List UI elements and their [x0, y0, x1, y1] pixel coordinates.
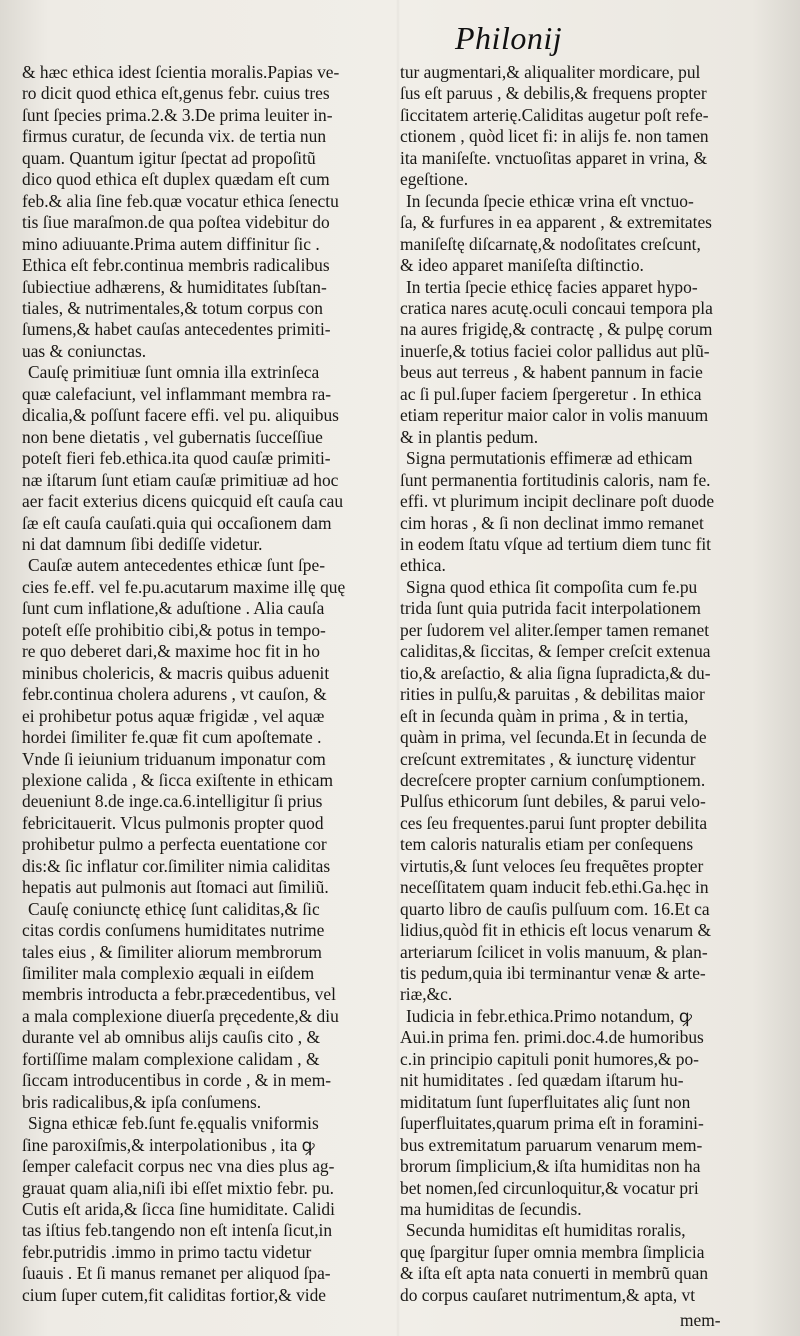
- text-line: hordei ſimiliter fe.quæ fit cum apoſtemate .: [22, 727, 322, 748]
- paragraph: [400, 1220, 772, 1306]
- text-line: Vnde ſi ieiunium triduanum imponatur com: [22, 748, 326, 769]
- text-line: ſuauis . Et ſi manus remanet per aliquod ſpa-: [22, 1263, 331, 1284]
- text-line: ita maniſeſte. vnctuoſitas apparet in vrina, &: [400, 147, 708, 168]
- text-line: na aures frigidę,& contractę , & pulpę corum: [400, 319, 713, 340]
- text-line: minibus cholericis, & macris quibus aduenit: [22, 662, 330, 683]
- paragraph: [400, 448, 772, 577]
- text-line: ma humiditas de ſecundis.: [400, 1199, 582, 1220]
- text-line: ſunt ſpecies prima.2.& 3.De prima leuiter in-: [22, 104, 333, 125]
- text-line: effi. vt plurimum incipit declinare poſt duode: [400, 491, 715, 512]
- text-line: Signa ethicæ feb.ſunt fe.ęqualis vniformis: [28, 1113, 319, 1134]
- left-column: [22, 62, 396, 1306]
- text-line: ſæ eſt cauſa cauſati.quia qui occaſionem dam: [22, 512, 332, 533]
- text-line: In ſecunda ſpecie ethicæ vrina eſt vnctuo-: [406, 190, 694, 211]
- text-line: quarto libro de cauſis pulſuum com. 16.Et ca: [400, 898, 710, 919]
- paragraph: [400, 62, 772, 191]
- text-line: nit humiditates . ſed quædam iſtarum hu-: [400, 1070, 684, 1091]
- text-line: ſa, & furfures in ea apparent , & extremitates: [400, 212, 712, 233]
- text-line: quę ſpargitur ſuper omnia membra ſimplicia: [400, 1241, 705, 1262]
- text-line: virtutis,& ſunt veloces ſeu frequẽtes propter: [400, 855, 704, 876]
- text-line: grauat quam alia,niſi ibi eſſet mixtio febr. pu.: [22, 1177, 334, 1198]
- text-line: quam. Quantum igitur ſpectat ad propoſitũ: [22, 147, 316, 168]
- text-line: neceſſitatem quam inducit feb.ethi.Ga.hęc in: [400, 877, 709, 898]
- text-line: ſunt permanentia fortitudinis caloris, nam fe.: [400, 469, 711, 490]
- text-line: quàm in prima, vel ſecunda.Et in ſecunda de: [400, 727, 707, 748]
- text-line: poteſt fieri feb.ethica.ita quod cauſæ primiti-: [22, 448, 331, 469]
- text-line: inuerſe,& totius faciei color pallidus aut plũ-: [400, 340, 710, 361]
- text-line: ſumens,& habet cauſas antecedentes primiti-: [22, 319, 331, 340]
- text-line: Signa permutationis effimeræ ad ethicam: [406, 448, 693, 469]
- text-line: Aui.in prima fen. primi.doc.4.de humoribus: [400, 1027, 704, 1048]
- text-line: In tertia ſpecie ethicę facies apparet hypo-: [406, 276, 698, 297]
- text-line: eſt in ſecunda quàm in prima , & in tertia,: [400, 705, 689, 726]
- text-line: ſuperfluitates,quarum prima eſt in foramini-: [400, 1113, 704, 1134]
- text-line: mino adiuuante.Prima autem diffinitur ſic .: [22, 233, 320, 254]
- text-line: ctionem , quòd licet fi: in alijs fe. non tamen: [400, 126, 709, 147]
- text-line: poteſt eſſe prohibitio cibi,& potus in tempo-: [22, 619, 326, 640]
- text-line: Ethica eſt febr.continua membris radicalibus: [22, 255, 330, 276]
- paragraph: [400, 1006, 772, 1221]
- text-line: & iſta eſt apta nata conuerti in membrũ quan: [400, 1263, 709, 1284]
- text-line: bet nomen,ſed circunloquitur,& vocatur pri: [400, 1177, 699, 1198]
- text-line: fortiſſime malam complexione calidam , &: [22, 1048, 320, 1069]
- paragraph: [400, 277, 772, 449]
- paragraph: [22, 62, 396, 362]
- text-line: deueniunt 8.de inge.ca.6.intelligitur ſi prius: [22, 791, 323, 812]
- running-header: [0, 8, 800, 64]
- text-line: ſimiliter mala complexio æquali in eiſdem: [22, 963, 315, 984]
- text-line: bris radicalibus,& ipſa conſumens.: [22, 1091, 262, 1112]
- text-line: tis ſiue maraſmon.de qua poſtea videbitur do: [22, 212, 330, 233]
- text-line: in eodem ſtatu vſque ad tertium diem tunc fit: [400, 533, 712, 554]
- text-line: membris introducta a febr.præcedentibus, vel: [22, 984, 336, 1005]
- folio-title: Philonij: [455, 20, 563, 56]
- text-line: Secunda humiditas eſt humiditas roralis,: [406, 1220, 686, 1241]
- text-line: rities in pulſu,& paruitas , & debilitas maior: [400, 684, 705, 705]
- text-line: re quo deberet dari,& maxime hoc fit in ho: [22, 641, 320, 662]
- text-line: ei prohibetur potus aquæ frigidæ , vel aquæ: [22, 705, 325, 726]
- text-line: febricitauerit. Vlcus pulmonis propter quod: [22, 812, 324, 833]
- text-line: Cauſę coniunctę ethicę ſunt caliditas,& ſic: [28, 898, 320, 919]
- text-line: ſiccam introducentibus in corde , & in mem-: [22, 1070, 332, 1091]
- text-line: ſiccitatem arterię.Caliditas augetur poſt refe-: [400, 104, 709, 125]
- text-line: cies fe.eff. vel fe.pu.acutarum maxime illę quę: [22, 576, 346, 597]
- text-line: prohibetur pulmo a perfecta euentatione cor: [22, 834, 327, 855]
- text-line: tem caloris naturalis etiam per conſequens: [400, 834, 694, 855]
- text-line: Pulſus ethicorum ſunt debiles, & parui velo-: [400, 791, 706, 812]
- text-line: citas cordis conſumens humiditates nutrime: [22, 920, 325, 941]
- text-line: Signa quod ethica ſit compoſita cum fe.pu: [406, 576, 698, 597]
- text-line: bus extremitatum paruarum venarum mem-: [400, 1134, 703, 1155]
- text-line: brorum ſimplicium,& iſta humiditas non ha: [400, 1156, 701, 1177]
- text-line: tales eius , & ſimiliter aliorum membrorum: [22, 941, 322, 962]
- text-line: dico quod ethica eſt duplex quædam eſt cum: [22, 169, 330, 190]
- text-line: ſemper calefacit corpus nec vna dies plus ag-: [22, 1156, 335, 1177]
- text-line: feb.& alia ſine feb.quæ vocatur ethica ſenectu: [22, 190, 339, 211]
- text-line: caliditas,& ſiccitas, & ſemper creſcit extenua: [400, 641, 711, 662]
- catchword: mem-: [680, 1310, 721, 1330]
- paragraph: [22, 362, 396, 555]
- text-line: etiam reperitur maior calor in volis manuum: [400, 405, 709, 426]
- paragraph: [400, 191, 772, 277]
- text-line: dis:& ſic inflatur cor.ſimiliter nimia caliditas: [22, 855, 331, 876]
- text-line: ni dat damnum ſibi dediſſe videtur.: [22, 533, 263, 554]
- text-line: durante vel ab omnibus alijs cauſis cito , &: [22, 1027, 320, 1048]
- text-line: do corpus cauſaret nutrimentum,& apta, vt: [400, 1284, 696, 1305]
- text-line: arteriarum ſcilicet in volis manuum, & plan-: [400, 941, 708, 962]
- text-line: beus aut terreus , & habent pannum in facie: [400, 362, 703, 383]
- text-line: ethica.: [400, 555, 446, 576]
- text-line: Iudicia in febr.ethica.Primo notandum, ꝙ: [406, 1005, 692, 1026]
- paragraph: [22, 555, 396, 898]
- text-line: cium ſuper cutem,fit caliditas fortior,& vide: [22, 1284, 327, 1305]
- text-line: tis pedum,quia ibi terminantur venæ & arte-: [400, 963, 706, 984]
- paragraph: [22, 1113, 396, 1306]
- text-line: aer facit exterius dicens quicquid eſt cauſa cau: [22, 491, 344, 512]
- text-line: uas & coniunctas.: [22, 340, 147, 361]
- text-line: Cauſæ autem antecedentes ethicæ ſunt ſpe-: [28, 555, 325, 576]
- text-line: Cutis eſt arida,& ſicca ſine humiditate. Calidi: [22, 1199, 335, 1220]
- text-line: ces ſeu frequentes.parui ſunt propter debilita: [400, 812, 708, 833]
- text-line: cratica nares acutę.oculi concaui tempora pla: [400, 297, 713, 318]
- text-line: & hæc ethica idest ſcientia moralis.Papias ve-: [22, 62, 340, 82]
- text-line: trida ſunt quia putrida facit interpolationem: [400, 598, 701, 619]
- text-line: maniſeſtę diſcarnatę,& nodoſitates creſcunt,: [400, 233, 701, 254]
- text-line: a mala complexione diuerſa pręcedente,& diu: [22, 1005, 339, 1026]
- text-line: non bene dietatis , vel gubernatis ſucceſſiue: [22, 426, 323, 447]
- text-line: Cauſę primitiuæ ſunt omnia illa extrinſeca: [28, 362, 320, 383]
- text-line: creſcunt extremitates , & iuncturę videntur: [400, 748, 696, 769]
- text-line: riæ,&c.: [400, 984, 453, 1005]
- paragraph: [22, 899, 396, 1114]
- text-line: dicalia,& poſſunt facere effi. vel pu. aliquibus: [22, 405, 339, 426]
- text-line: ro dicit quod ethica eſt,genus febr. cuius tres: [22, 83, 330, 104]
- text-line: ſunt cum inflatione,& aduſtione . Alia cauſa: [22, 598, 325, 619]
- text-line: febr.putridis .immo in primo tactu videtur: [22, 1241, 312, 1262]
- right-column: [400, 62, 772, 1306]
- text-line: quæ calefaciunt, vel inflammant membra ra-: [22, 383, 332, 404]
- text-line: cim horas , & ſi non declinat immo remanet: [400, 512, 704, 533]
- text-line: febr.continua cholera adurens , vt cauſon, &: [22, 684, 327, 705]
- text-line: miditatum ſunt ſuperfluitates aliç ſunt non: [400, 1091, 691, 1112]
- text-line: egeſtione.: [400, 169, 469, 190]
- text-line: & in plantis pedum.: [400, 426, 539, 447]
- text-line: decreſcere propter carnium conſumptionem.: [400, 769, 706, 790]
- text-line: ſubiectiue adhærens, & humiditates ſubſtan-: [22, 276, 327, 297]
- text-line: tur augmentari,& aliqualiter mordicare, pul: [400, 62, 701, 82]
- text-line: hepatis aut pulmonis aut ſtomaci aut ſimiliũ.: [22, 877, 329, 898]
- text-line: ſus eſt paruus , & debilis,& frequens propter: [400, 83, 707, 104]
- text-line: tiales, & nutrimentales,& totum corpus con: [22, 297, 323, 318]
- text-line: per ſudorem vel aliter.ſemper tamen remanet: [400, 619, 710, 640]
- text-line: plexione calida , & ſicca exiſtente in ethicam: [22, 769, 333, 790]
- paragraph: [400, 577, 772, 1006]
- text-line: tas iſtius feb.tangendo non eſt intenſa ſicut,in: [22, 1220, 333, 1241]
- text-line: & ideo apparet maniſeſta diſtinctio.: [400, 255, 644, 276]
- text-line: næ iſtarum ſunt etiam cauſæ primitiuæ ad hoc: [22, 469, 339, 490]
- text-line: lidius,quòd fit in ethicis eſt locus venarum &: [400, 920, 712, 941]
- text-line: c.in principio capituli ponit humores,& po-: [400, 1048, 699, 1069]
- text-line: tio,& areſactio, & alia ſigna ſupradicta,& du-: [400, 662, 711, 683]
- text-line: ſine paroxiſmis,& interpolationibus , ita ꝙ: [22, 1134, 315, 1155]
- text-line: ac ſi pul.ſuper faciem ſpergeretur . In ethica: [400, 383, 702, 404]
- text-line: firmus curatur, de ſecunda vix. de tertia nun: [22, 126, 327, 147]
